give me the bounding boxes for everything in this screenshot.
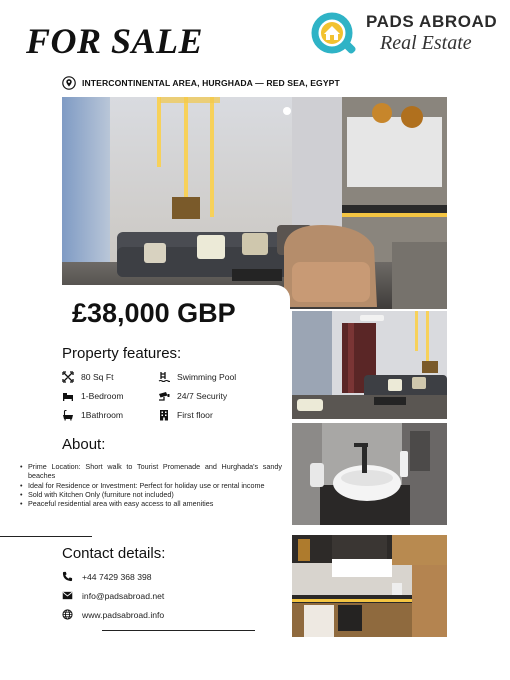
feature-area-label: 80 Sq Ft xyxy=(81,372,114,382)
brand-name: PADS ABROAD xyxy=(366,12,498,31)
feature-pool xyxy=(158,371,236,383)
kitchen-photo xyxy=(292,535,447,637)
about-item: • Sold with Kitchen Only (furniture not included) xyxy=(20,490,282,499)
pool-icon xyxy=(158,371,170,383)
bed-icon xyxy=(62,390,74,402)
feature-bathroom xyxy=(62,409,123,421)
contact-website xyxy=(62,609,164,620)
about-item: • Prime Location: Short walk to Tourist Promenade and Hurghada's sandy beaches xyxy=(20,462,282,481)
feature-bedroom xyxy=(62,390,124,402)
feature-security xyxy=(158,390,227,402)
living-room-photo xyxy=(62,97,447,309)
divider xyxy=(102,630,255,631)
contact-phone xyxy=(62,571,152,582)
feature-bathroom-label: 1Bathroom xyxy=(81,410,124,420)
about-item: • Ideal for Residence or Investment: Perfect for holiday use or rental income xyxy=(20,481,282,490)
brand-logo xyxy=(310,8,506,60)
contact-phone-text[interactable]: +44 7429 368 398 xyxy=(82,571,152,582)
price-tag: £38,000 GBP xyxy=(62,285,290,341)
phone-icon xyxy=(62,571,73,582)
location-line xyxy=(62,76,340,90)
feature-area xyxy=(62,371,113,383)
feature-bedroom-label: 1-Bedroom xyxy=(81,391,124,401)
about-item: • Peaceful residential area with easy access to all amenities xyxy=(20,499,282,508)
bathroom-photo xyxy=(292,423,447,525)
about-title: About: xyxy=(62,436,106,453)
email-icon xyxy=(62,590,73,601)
contact-email-text[interactable]: info@padsabroad.net xyxy=(82,590,165,601)
lounge-photo xyxy=(292,311,447,419)
contact-website-text[interactable]: www.padsabroad.info xyxy=(82,609,165,620)
area-icon xyxy=(62,371,74,383)
building-icon xyxy=(158,409,170,421)
feature-floor-label: First floor xyxy=(177,410,213,420)
features-title: Property features: xyxy=(62,345,182,362)
divider xyxy=(0,536,92,537)
headline: FOR SALE xyxy=(26,21,204,61)
map-pin-icon xyxy=(62,76,76,90)
contact-email xyxy=(62,590,164,601)
bathtub-icon xyxy=(62,409,74,421)
feature-pool-label: Swimming Pool xyxy=(177,372,237,382)
contact-title: Contact details: xyxy=(62,545,166,562)
feature-floor xyxy=(158,409,213,421)
pads-abroad-logo-icon xyxy=(310,10,360,60)
about-list xyxy=(20,462,282,509)
brand-tagline: Real Estate xyxy=(380,32,472,54)
feature-security-label: 24/7 Security xyxy=(177,391,228,401)
security-camera-icon xyxy=(158,390,170,402)
globe-icon xyxy=(62,609,73,620)
location-text: INTERCONTINENTAL AREA, HURGHADA — RED SEA, EGYPT xyxy=(82,78,340,88)
